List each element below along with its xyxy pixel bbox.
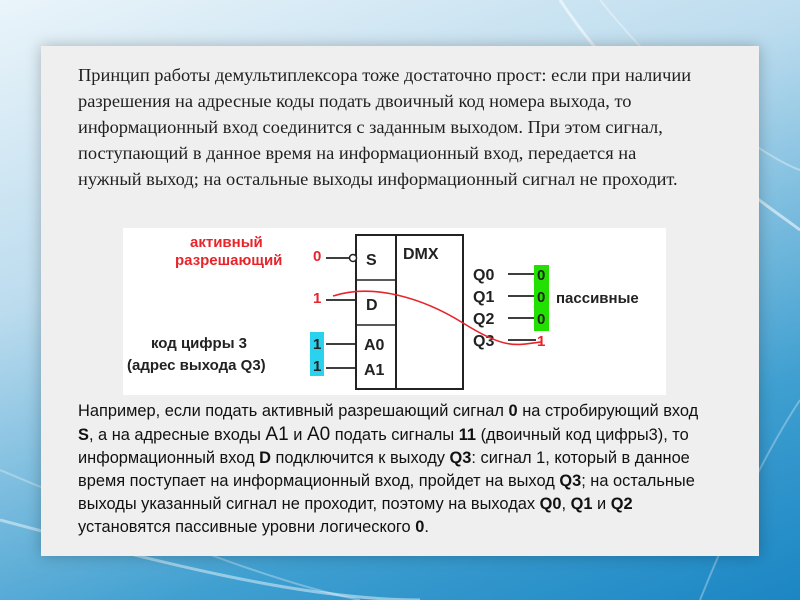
example-text: подать сигналы: [330, 426, 459, 444]
example-text: на стробирующий вход: [517, 402, 699, 420]
example-bold: 0: [415, 518, 425, 536]
example-bold: А0: [306, 424, 331, 445]
example-text: установятся пассивные уровни логического: [78, 518, 416, 536]
data-value: 1: [313, 290, 322, 307]
example-text: ; на остальные выходы указанный сигнал не проходит, поэтому на выходах: [78, 472, 695, 513]
example-text: и: [288, 426, 307, 444]
demux-diagram: [123, 228, 666, 395]
pin-label-q1: Q1: [473, 289, 495, 306]
example-text: .: [424, 518, 429, 536]
intro-paragraph: Принцип работы демультиплексора тоже достаточно прост: если при наличии разрешения на адресные коды подать двоичный код номера выхода, то информационный вход соединится с заданным выходом. При этом сигнал, поступающий в данное время на информационный вход, передается на нужный выход; на остальные выходы информационный сигнал не проходит.: [78, 65, 692, 189]
pin-label-s: S: [366, 252, 377, 269]
output-value-q3: 1: [537, 333, 546, 350]
label-enabling: разрешающий: [175, 252, 283, 269]
pin-label-q3: Q3: [473, 333, 495, 350]
example-bold: 11: [458, 426, 477, 444]
pin-label-a0: A0: [364, 337, 385, 354]
example-text: (двоичный код цифры3), то информационный вход: [78, 426, 689, 467]
example-bold: D: [259, 449, 271, 467]
example-text: : сигнал 1, который в данное время поступает на информационный вход, пройдет на выход: [78, 449, 690, 490]
example-bold: А1: [265, 424, 289, 445]
example-text: ,: [561, 495, 571, 513]
output-value-q0: 0: [537, 267, 546, 284]
example-bold: Q3: [559, 472, 582, 490]
example-text: Например, если подать активный разрешающий сигнал: [78, 402, 509, 420]
example-bold: S: [78, 426, 89, 444]
enable-value: 0: [313, 248, 322, 265]
label-address: (адрес выхода Q3): [127, 357, 266, 374]
example-text: и: [592, 495, 611, 513]
output-value-q2: 0: [537, 311, 546, 328]
example-text: подключится к выходу: [271, 449, 450, 467]
example-paragraph: [78, 400, 718, 539]
example-bold: Q2: [610, 495, 633, 513]
address-value-a0: 1: [313, 336, 322, 353]
pin-label-q0: Q0: [473, 267, 495, 284]
pin-label-d: D: [366, 297, 378, 314]
example-text: , а на адресные входы: [88, 426, 266, 444]
label-passive: пассивные: [556, 290, 639, 307]
label-active: активный: [190, 234, 263, 251]
example-bold: Q0: [539, 495, 562, 513]
example-bold: 0: [508, 402, 518, 420]
pin-label-q2: Q2: [473, 311, 495, 328]
pin-label-a1: A1: [364, 362, 385, 379]
example-bold: Q3: [449, 449, 472, 467]
inversion-bubble: [350, 255, 357, 262]
chip-title: DMX: [403, 246, 439, 263]
address-value-a1: 1: [313, 358, 322, 375]
label-code: код цифры 3: [151, 335, 248, 352]
output-value-q1: 0: [537, 289, 546, 306]
example-bold: Q1: [570, 495, 593, 513]
